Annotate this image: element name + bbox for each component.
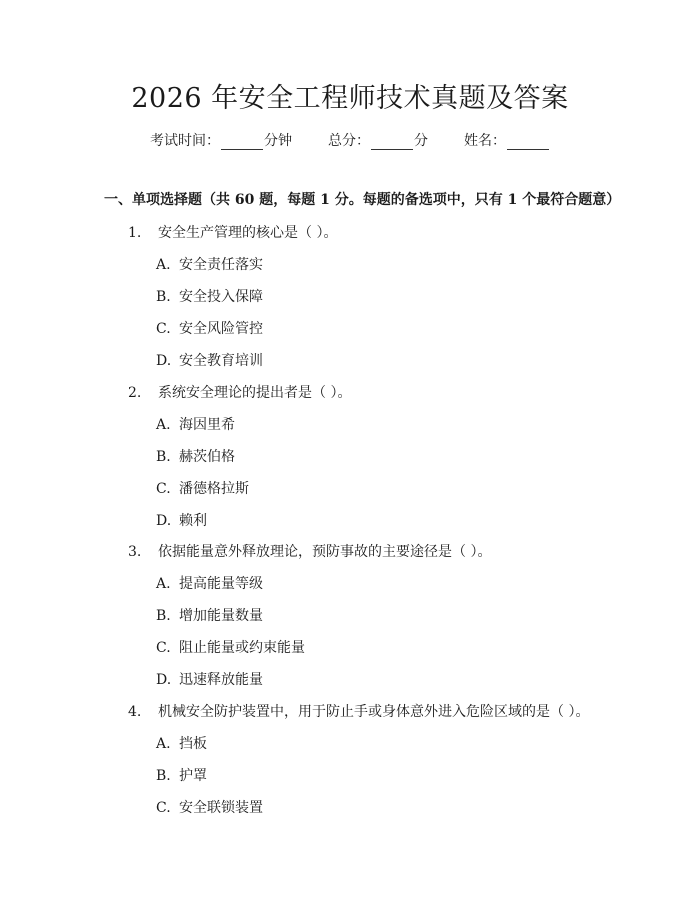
option-3b: [156, 607, 263, 625]
question-1: [128, 224, 337, 242]
option-text: 阻止能量或约束能量: [179, 640, 305, 656]
option-text: 挡板: [179, 736, 207, 752]
question-text: 机械安全防护装置中，用于防止手或身体意外进入危险区域的是（ ）。: [158, 704, 590, 720]
option-letter: D.: [156, 353, 172, 369]
option-4c: [156, 799, 263, 817]
option-text: 海因里希: [179, 417, 235, 433]
total-score-field: [328, 132, 428, 150]
question-text: 安全生产管理的核心是（ ）。: [158, 225, 338, 241]
name-label: 姓名：: [464, 133, 506, 149]
option-letter: B.: [156, 768, 171, 784]
option-1d: [156, 352, 263, 370]
option-letter: D.: [156, 672, 172, 688]
option-text: 安全责任落实: [179, 257, 263, 273]
exam-info-line: [0, 132, 700, 150]
section-heading: 一、单项选择题（共 60 题，每题 1 分。每题的备选项中，只有 1 个最符合题意）: [104, 192, 621, 208]
exam-time-blank: [221, 134, 263, 150]
question-number: 1.: [128, 225, 142, 241]
question-4: [128, 703, 589, 721]
option-2b: [156, 448, 235, 466]
option-letter: A.: [156, 576, 171, 592]
option-1b: [156, 288, 263, 306]
option-2c: [156, 480, 249, 498]
option-text: 潘德格拉斯: [179, 481, 249, 497]
total-score-blank: [371, 134, 413, 150]
option-letter: C.: [156, 481, 171, 497]
option-letter: C.: [156, 640, 171, 656]
question-text: 系统安全理论的提出者是（ ）。: [158, 385, 352, 401]
exam-time-label: 考试时间：: [150, 133, 220, 149]
option-letter: C.: [156, 800, 171, 816]
total-score-unit: 分: [414, 133, 428, 149]
option-3d: [156, 671, 263, 689]
question-text: 依据能量意外释放理论，预防事故的主要途径是（ ）。: [158, 544, 492, 560]
option-letter: D.: [156, 513, 172, 529]
option-2d: [156, 512, 207, 530]
question-2: [128, 384, 351, 402]
option-text: 安全联锁装置: [179, 800, 263, 816]
option-text: 安全教育培训: [179, 353, 263, 369]
option-2a: [156, 416, 235, 434]
question-number: 2.: [128, 385, 142, 401]
option-letter: A.: [156, 417, 171, 433]
option-letter: A.: [156, 257, 171, 273]
total-score-label: 总分：: [328, 133, 370, 149]
option-text: 安全投入保障: [179, 289, 263, 305]
name-blank: [507, 134, 549, 150]
question-3: [128, 543, 491, 561]
option-text: 增加能量数量: [179, 608, 263, 624]
option-3a: [156, 575, 263, 593]
option-3c: [156, 639, 305, 657]
option-letter: B.: [156, 289, 171, 305]
option-letter: C.: [156, 321, 171, 337]
name-field: [464, 132, 550, 150]
page-title: 2026 年安全工程师技术真题及答案: [131, 83, 569, 114]
question-number: 3.: [128, 544, 142, 560]
option-text: 迅速释放能量: [179, 672, 263, 688]
option-text: 提高能量等级: [179, 576, 263, 592]
option-text: 护罩: [179, 768, 207, 784]
option-1a: [156, 256, 263, 274]
option-letter: A.: [156, 736, 171, 752]
option-1c: [156, 320, 263, 338]
option-4a: [156, 735, 207, 753]
question-number: 4.: [128, 704, 142, 720]
option-text: 赖利: [179, 513, 207, 529]
option-letter: B.: [156, 608, 171, 624]
option-text: 赫茨伯格: [179, 449, 235, 465]
exam-time-field: [150, 132, 292, 150]
option-letter: B.: [156, 449, 171, 465]
exam-time-unit: 分钟: [264, 133, 292, 149]
option-4b: [156, 767, 207, 785]
option-text: 安全风险管控: [179, 321, 263, 337]
